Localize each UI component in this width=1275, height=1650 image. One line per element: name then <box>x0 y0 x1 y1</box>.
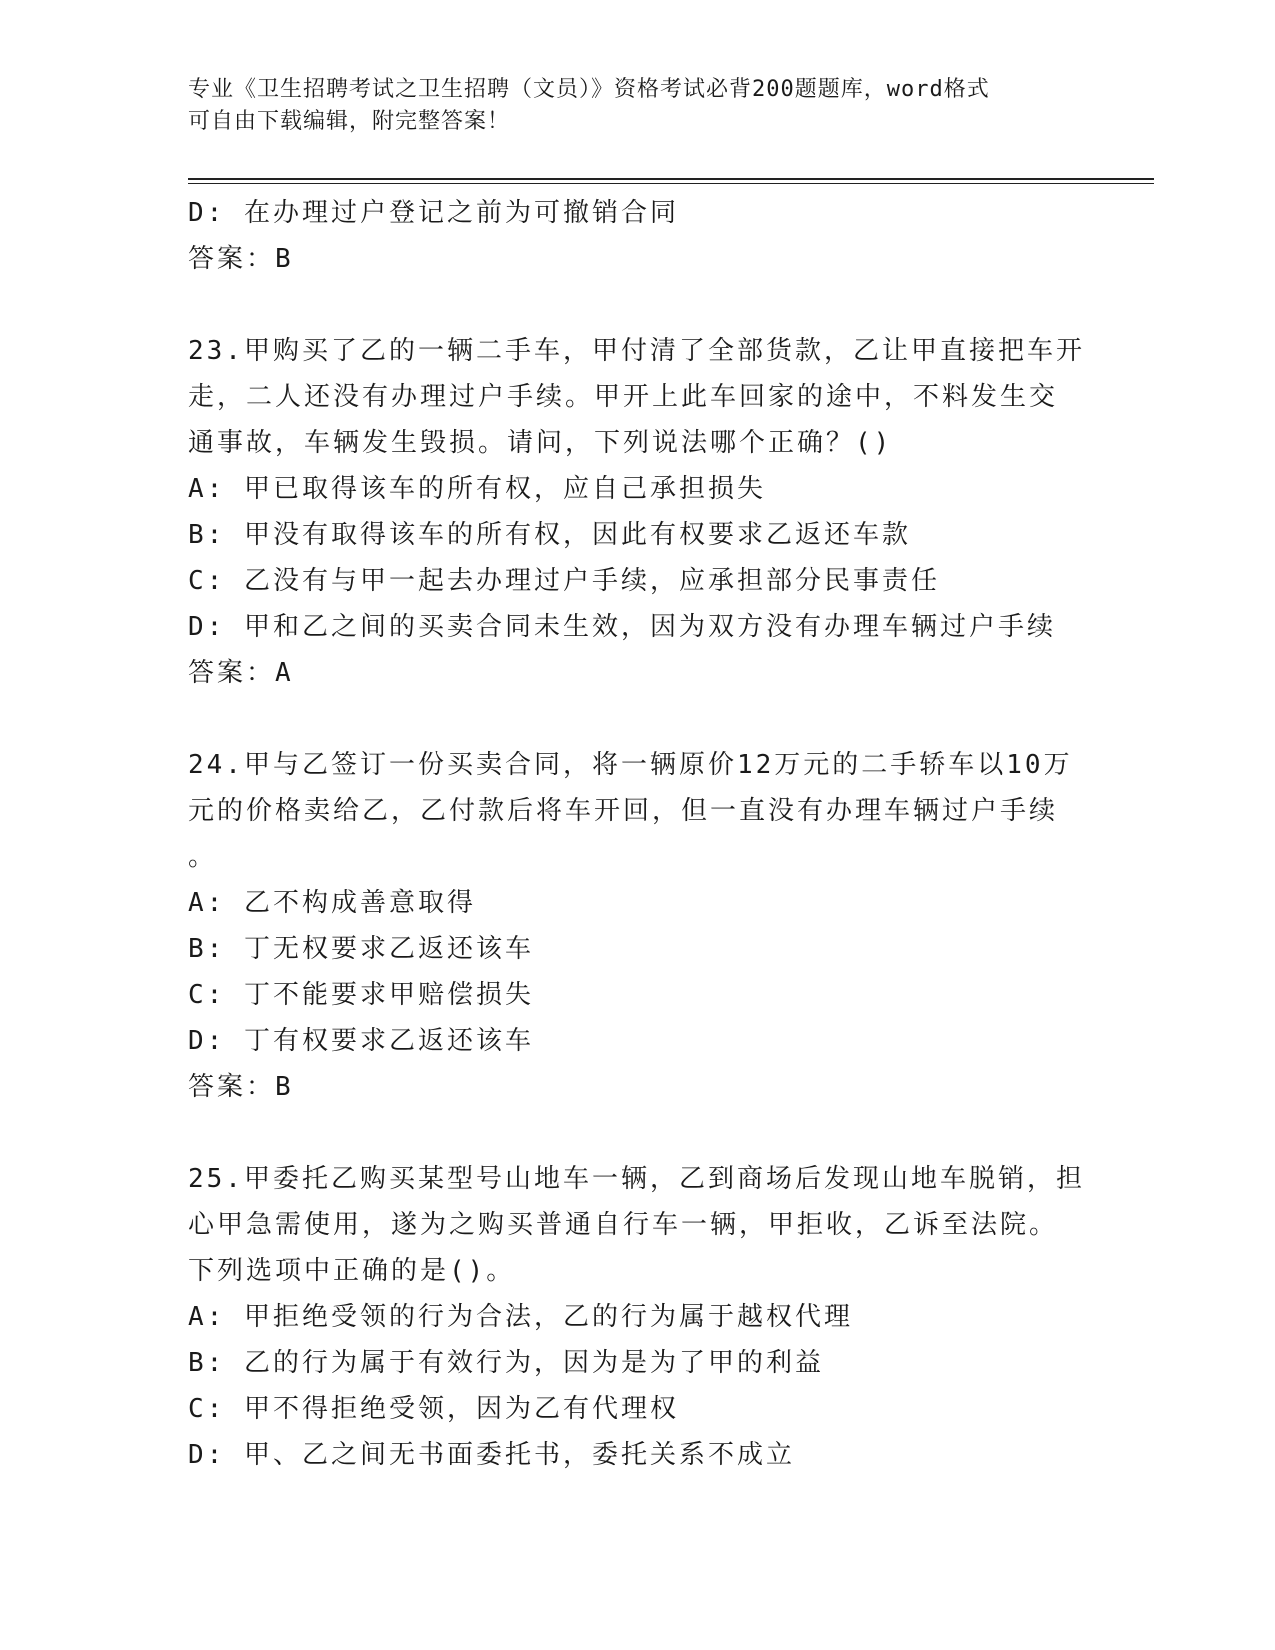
question-stem: 。 <box>188 842 218 872</box>
option-c: C: 甲不得拒绝受领，因为乙有代理权 <box>188 1394 679 1424</box>
option-b: B: 乙的行为属于有效行为，因为是为了甲的利益 <box>188 1348 824 1378</box>
question-stem: 23.甲购买了乙的一辆二手车，甲付清了全部货款，乙让甲直接把车开 <box>188 336 1085 366</box>
option-a: A: 甲拒绝受领的行为合法，乙的行为属于越权代理 <box>188 1302 853 1332</box>
answer-label: 答案：B <box>188 244 294 274</box>
header-title-line: 专业《卫生招聘考试之卫生招聘（文员）》资格考试必背200题题库，word格式 <box>188 77 990 102</box>
question-23 <box>188 328 1088 696</box>
question-stem: 通事故，车辆发生毁损。请问，下列说法哪个正确？() <box>188 428 893 458</box>
question-24 <box>188 742 1088 1110</box>
document-header <box>188 74 1068 138</box>
option-a: A: 乙不构成善意取得 <box>188 888 476 918</box>
header-subtitle-line: 可自由下载编辑，附完整答案！ <box>188 109 511 134</box>
option-b: B: 丁无权要求乙返还该车 <box>188 934 534 964</box>
option-d: D: 甲、乙之间无书面委托书，委托关系不成立 <box>188 1440 795 1470</box>
question-list <box>188 190 1088 1478</box>
spacer <box>188 282 1088 328</box>
option-d: D: 丁有权要求乙返还该车 <box>188 1026 534 1056</box>
option-c: C: 丁不能要求甲赔偿损失 <box>188 980 534 1010</box>
question-25 <box>188 1156 1088 1478</box>
header-rule-thin <box>188 183 1154 184</box>
option-d: D: 在办理过户登记之前为可撤销合同 <box>188 198 679 228</box>
question-22-tail <box>188 190 1088 282</box>
spacer <box>188 1110 1088 1156</box>
question-stem: 走，二人还没有办理过户手续。甲开上此车回家的途中，不料发生交 <box>188 382 1059 412</box>
header-rule-thick <box>188 178 1154 180</box>
question-stem: 下列选项中正确的是()。 <box>188 1256 516 1286</box>
option-b: B: 甲没有取得该车的所有权，因此有权要求乙返还车款 <box>188 520 911 550</box>
question-stem: 元的价格卖给乙，乙付款后将车开回，但一直没有办理车辆过户手续 <box>188 796 1059 826</box>
option-a: A: 甲已取得该车的所有权，应自己承担损失 <box>188 474 766 504</box>
option-d: D: 甲和乙之间的买卖合同未生效，因为双方没有办理车辆过户手续 <box>188 612 1056 642</box>
answer-label: 答案：A <box>188 658 294 688</box>
option-c: C: 乙没有与甲一起去办理过户手续，应承担部分民事责任 <box>188 566 940 596</box>
question-stem: 心甲急需使用，遂为之购买普通自行车一辆，甲拒收，乙诉至法院。 <box>188 1210 1059 1240</box>
spacer <box>188 696 1088 742</box>
question-stem: 24.甲与乙签订一份买卖合同，将一辆原价12万元的二手轿车以10万 <box>188 750 1073 780</box>
answer-label: 答案：B <box>188 1072 294 1102</box>
question-stem: 25.甲委托乙购买某型号山地车一辆，乙到商场后发现山地车脱销，担 <box>188 1164 1085 1194</box>
